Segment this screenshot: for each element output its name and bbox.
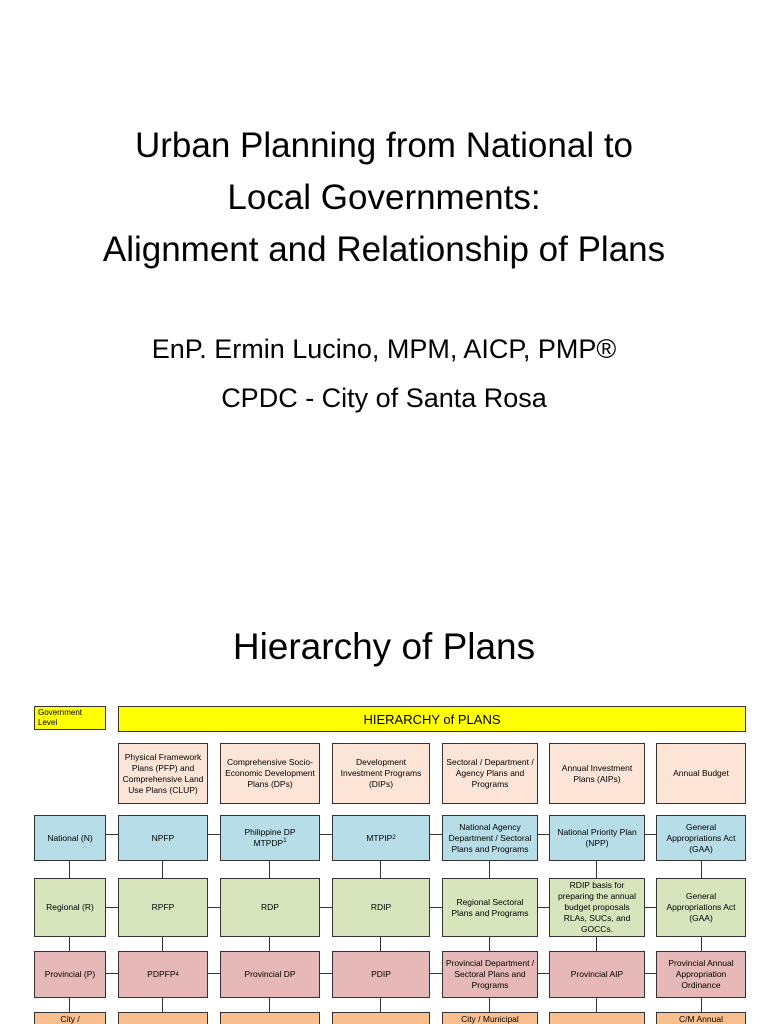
connector xyxy=(162,861,163,878)
organization-line: CPDC - City of Santa Rosa xyxy=(221,383,547,413)
provincial-dip: PDIP xyxy=(332,951,430,998)
city-dip xyxy=(332,1012,430,1024)
author-line: EnP. Ermin Lucino, MPM, AICP, PMP® xyxy=(151,334,617,364)
connector xyxy=(320,834,332,835)
connector xyxy=(596,937,597,951)
header-dp: Comprehensive Socio-Economic Development Plans (DPs) xyxy=(220,743,320,804)
mtpdp-label: MTPDP xyxy=(253,838,284,848)
provincial-pfp: PDPFP 4 xyxy=(118,951,208,998)
regional-budget: General Appropriations Act (GAA) xyxy=(656,878,746,937)
city-pfp xyxy=(118,1012,208,1024)
connector xyxy=(320,973,332,974)
connector xyxy=(645,973,656,974)
connector xyxy=(430,834,442,835)
pdpfp-label: PDPFP xyxy=(147,969,176,979)
regional-dip: RDIP xyxy=(332,878,430,937)
connector xyxy=(701,937,702,951)
gov-level-label: Government Level xyxy=(34,706,106,730)
city-sectoral: City / Municipal xyxy=(442,1012,538,1024)
connector xyxy=(645,834,656,835)
regional-aip: RDIP basis for preparing the annual budget proposals RLAs, SUCs, and GOCCs. xyxy=(549,878,645,937)
header-pfp: Physical Framework Plans (PFP) and Comprehensive Land Use Plans (CLUP) xyxy=(118,743,208,804)
connector xyxy=(380,861,381,878)
connector xyxy=(538,834,549,835)
main-title xyxy=(30,120,738,276)
connector xyxy=(320,907,332,908)
provincial-aip: Provincial AIP xyxy=(549,951,645,998)
provincial-dp: Provincial DP xyxy=(220,951,320,998)
connector xyxy=(69,998,70,1012)
connector xyxy=(538,973,549,974)
national-aip: National Priority Plan (NPP) xyxy=(549,815,645,861)
connector xyxy=(430,973,442,974)
connector xyxy=(69,861,70,878)
national-dip: MTPIP 2 xyxy=(332,815,430,861)
connector xyxy=(596,998,597,1012)
connector xyxy=(380,937,381,951)
connector xyxy=(208,907,220,908)
national-budget: General Appropriations Act (GAA) xyxy=(656,815,746,861)
title-line-3: Alignment and Relationship of Plans xyxy=(102,230,666,269)
header-aip: Annual Investment Plans (AIPs) xyxy=(549,743,645,804)
national-dp-mtpdp xyxy=(253,838,286,849)
city-aip xyxy=(549,1012,645,1024)
national-dp-label: Philippine DP xyxy=(244,827,296,837)
regional-pfp: RPFP xyxy=(118,878,208,937)
regional-dp: RDP xyxy=(220,878,320,937)
national-sectoral: National Agency Department / Sectoral Plans and Programs xyxy=(442,815,538,861)
connector xyxy=(380,998,381,1012)
connector xyxy=(208,973,220,974)
mtpip-label: MTPIP xyxy=(366,832,393,843)
title-line-2: Local Governments: xyxy=(227,178,541,217)
national-pfp: NPFP xyxy=(118,815,208,861)
level-provincial: Provincial (P) xyxy=(34,951,106,998)
connector xyxy=(106,834,118,835)
level-regional: Regional (R) xyxy=(34,878,106,937)
national-dp xyxy=(220,815,320,861)
connector xyxy=(106,973,118,974)
connector xyxy=(430,907,442,908)
connector xyxy=(645,907,656,908)
level-city: City / xyxy=(34,1012,106,1024)
header-budget: Annual Budget xyxy=(656,743,746,804)
mtpdp-footnote: 1 xyxy=(283,838,287,845)
connector xyxy=(269,937,270,951)
city-dp xyxy=(220,1012,320,1024)
level-national: National (N) xyxy=(34,815,106,861)
connector xyxy=(69,937,70,951)
connector xyxy=(538,907,549,908)
title-line-1: Urban Planning from National to xyxy=(134,126,634,165)
connector xyxy=(489,937,490,951)
connector xyxy=(701,998,702,1012)
connector xyxy=(162,998,163,1012)
city-budget: C/M Annual xyxy=(656,1012,746,1024)
connector xyxy=(489,998,490,1012)
connector xyxy=(489,861,490,878)
provincial-budget: Provincial Annual Appropriation Ordinance xyxy=(656,951,746,998)
regional-sectoral: Regional Sectoral Plans and Programs xyxy=(442,878,538,937)
connector xyxy=(269,998,270,1012)
connector xyxy=(208,834,220,835)
hierarchy-diagram xyxy=(0,576,768,1024)
hierarchy-title: Hierarchy of Plans xyxy=(232,626,536,667)
connector xyxy=(162,937,163,951)
provincial-sectoral: Provincial Department / Sectoral Plans and Programs xyxy=(442,951,538,998)
header-dip: Development Investment Programs (DIPs) xyxy=(332,743,430,804)
connector xyxy=(701,861,702,878)
connector xyxy=(106,907,118,908)
connector xyxy=(596,861,597,878)
hierarchy-banner: HIERARCHY of PLANS xyxy=(118,706,746,732)
header-sectoral: Sectoral / Department / Agency Plans and Programs xyxy=(442,743,538,804)
connector xyxy=(269,861,270,878)
